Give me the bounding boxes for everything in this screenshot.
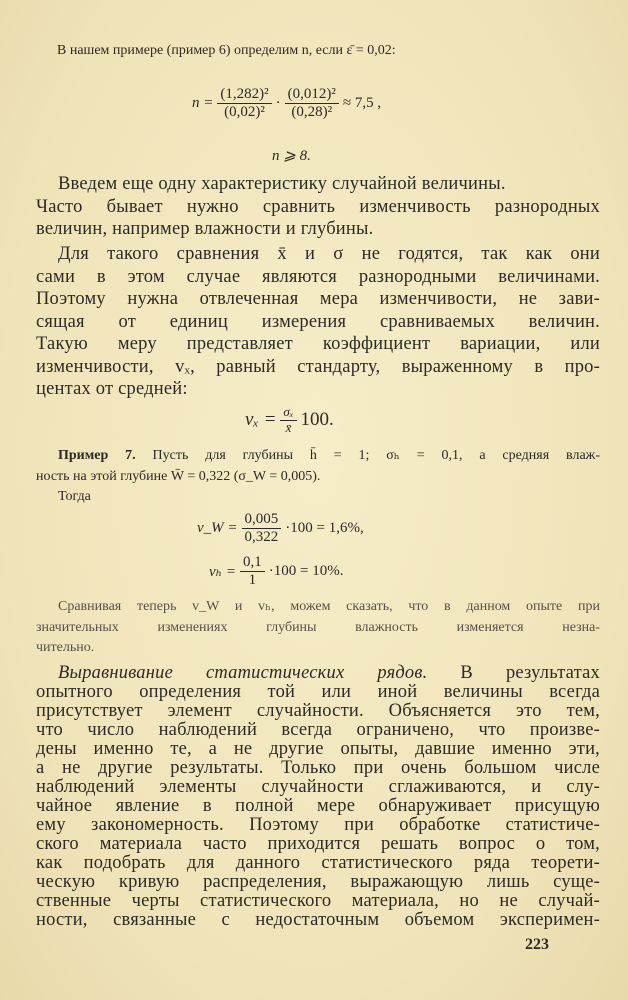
text-line	[36, 446, 600, 467]
formula-n-min: n ⩾ 8.	[272, 148, 311, 164]
text-line: чительно.	[36, 640, 95, 655]
formula-rhs: ·100 = 1,6%,	[285, 520, 364, 537]
formula-rhs: ·100 = 10%.	[268, 563, 344, 580]
text-line: значительных изменениях глубины влажность изменяется незна-	[36, 619, 600, 635]
text-line: ческую кривую распределения, выражающую лишь суще-	[36, 873, 600, 892]
text-line: ему закономерность. Поэтому при обработке статистиче-	[36, 816, 600, 835]
fraction-numerator: σₓ	[280, 405, 296, 421]
formula-lhs: vₕ =	[209, 564, 237, 581]
text-line: ность на этой глубине W̄ = 0,322 (σ_W = 0,005).	[36, 468, 321, 484]
text-line: сящая от единиц измерения сравниваемых величин.	[36, 311, 600, 332]
formula-sample-size	[192, 86, 381, 122]
text-line: что число наблюдений всегда ограничено, что произве-	[36, 721, 600, 740]
formula-lhs: vₓ =	[245, 409, 277, 431]
multiply-dot: ·	[275, 95, 281, 112]
text-line: как подобрать для данного статистического ряда теорети-	[36, 854, 600, 873]
fraction-numerator: 0,005	[242, 511, 282, 529]
fraction-denominator: 0,322	[244, 529, 279, 546]
text-line: ности, связанные с недостаточным объемом эксперимен-	[36, 911, 600, 930]
text-line: сами в этом случае являются разнородными величинами.	[36, 266, 600, 287]
section-heading: Выравнивание статистических рядов.	[58, 664, 428, 683]
formula-rhs: 100.	[300, 409, 334, 431]
fraction-denominator: (0,28)²	[291, 104, 333, 121]
fraction-numerator: (1,282)²	[217, 86, 271, 104]
formula-lhs: n =	[192, 95, 214, 112]
text-line: наблюдений элементы случайности сглаживаются, и слу-	[36, 778, 600, 797]
fraction-denominator: x̄	[285, 419, 292, 435]
text-line: Такую меру представляет коэффициент вариации, или	[36, 334, 600, 354]
formula-variation-coefficient	[245, 405, 334, 436]
example-7	[36, 446, 600, 508]
fraction-denominator: (0,02)²	[224, 104, 265, 121]
paragraph-2	[36, 243, 600, 401]
text-line: чайное явление в полной мере обнаруживает присущую	[36, 797, 600, 816]
formula-rhs: ≈ 7,5 ,	[342, 95, 382, 112]
text-line: дены именно те, а не другие опыты, давшие именно эти,	[36, 740, 600, 759]
text-line: ственные черты статистического материала, но не случай-	[36, 892, 600, 911]
intro-text	[57, 41, 517, 62]
paragraph-1	[36, 173, 600, 241]
text-line: величин, например влажности и глубины.	[36, 219, 374, 239]
paragraph-smoothing	[36, 664, 600, 930]
note-paragraph	[36, 597, 600, 659]
text-line-rest: В результатах	[427, 664, 600, 683]
text-line: Часто бывает нужно сравнить изменчивость разнородных	[36, 196, 600, 217]
text-line: изменчивости, vₓ, равный стандарту, выраженному в про-	[36, 356, 600, 377]
example-text: Пусть для глубины h̄ = 1; σₕ = 0,1, а средняя влаж-	[135, 448, 600, 463]
text-line: Введем еще одну характеристику случайной величины.	[58, 174, 506, 194]
text-line: присутствует элемент случайности. Объясняется это тем,	[36, 702, 600, 721]
text-line	[36, 664, 600, 683]
fraction-numerator: 0,1	[240, 554, 265, 572]
text-line: В нашем примере (пример 6) определим n, если ε̄ = 0,02:	[57, 43, 396, 58]
page-number: 223	[525, 936, 549, 953]
text-line: а не другие результаты. Только при очень большом числе	[36, 759, 600, 778]
text-line: центах от средней:	[36, 379, 188, 399]
text-line: Поэтому нужна отвлеченная мера изменчивости, не зави-	[36, 289, 600, 309]
formula-lhs: v_W =	[197, 520, 238, 537]
text-line: Для такого сравнения x̄ и σ не годятся, так как они	[58, 244, 600, 264]
formula-vh	[209, 554, 343, 590]
text-line: Сравнивая теперь v_W и vₕ, можем сказать, что в данном опыте при	[58, 599, 600, 614]
fraction-numerator: (0,012)²	[285, 86, 339, 104]
example-label: Пример 7.	[58, 448, 136, 463]
formula-vw	[197, 511, 364, 547]
text-line: ского материала часто приходится решать вопрос о том,	[36, 835, 600, 854]
text-line: Тогда	[58, 489, 91, 504]
text-line: опытного определения той или иной величины всегда	[36, 683, 600, 702]
fraction-denominator: 1	[248, 572, 257, 589]
